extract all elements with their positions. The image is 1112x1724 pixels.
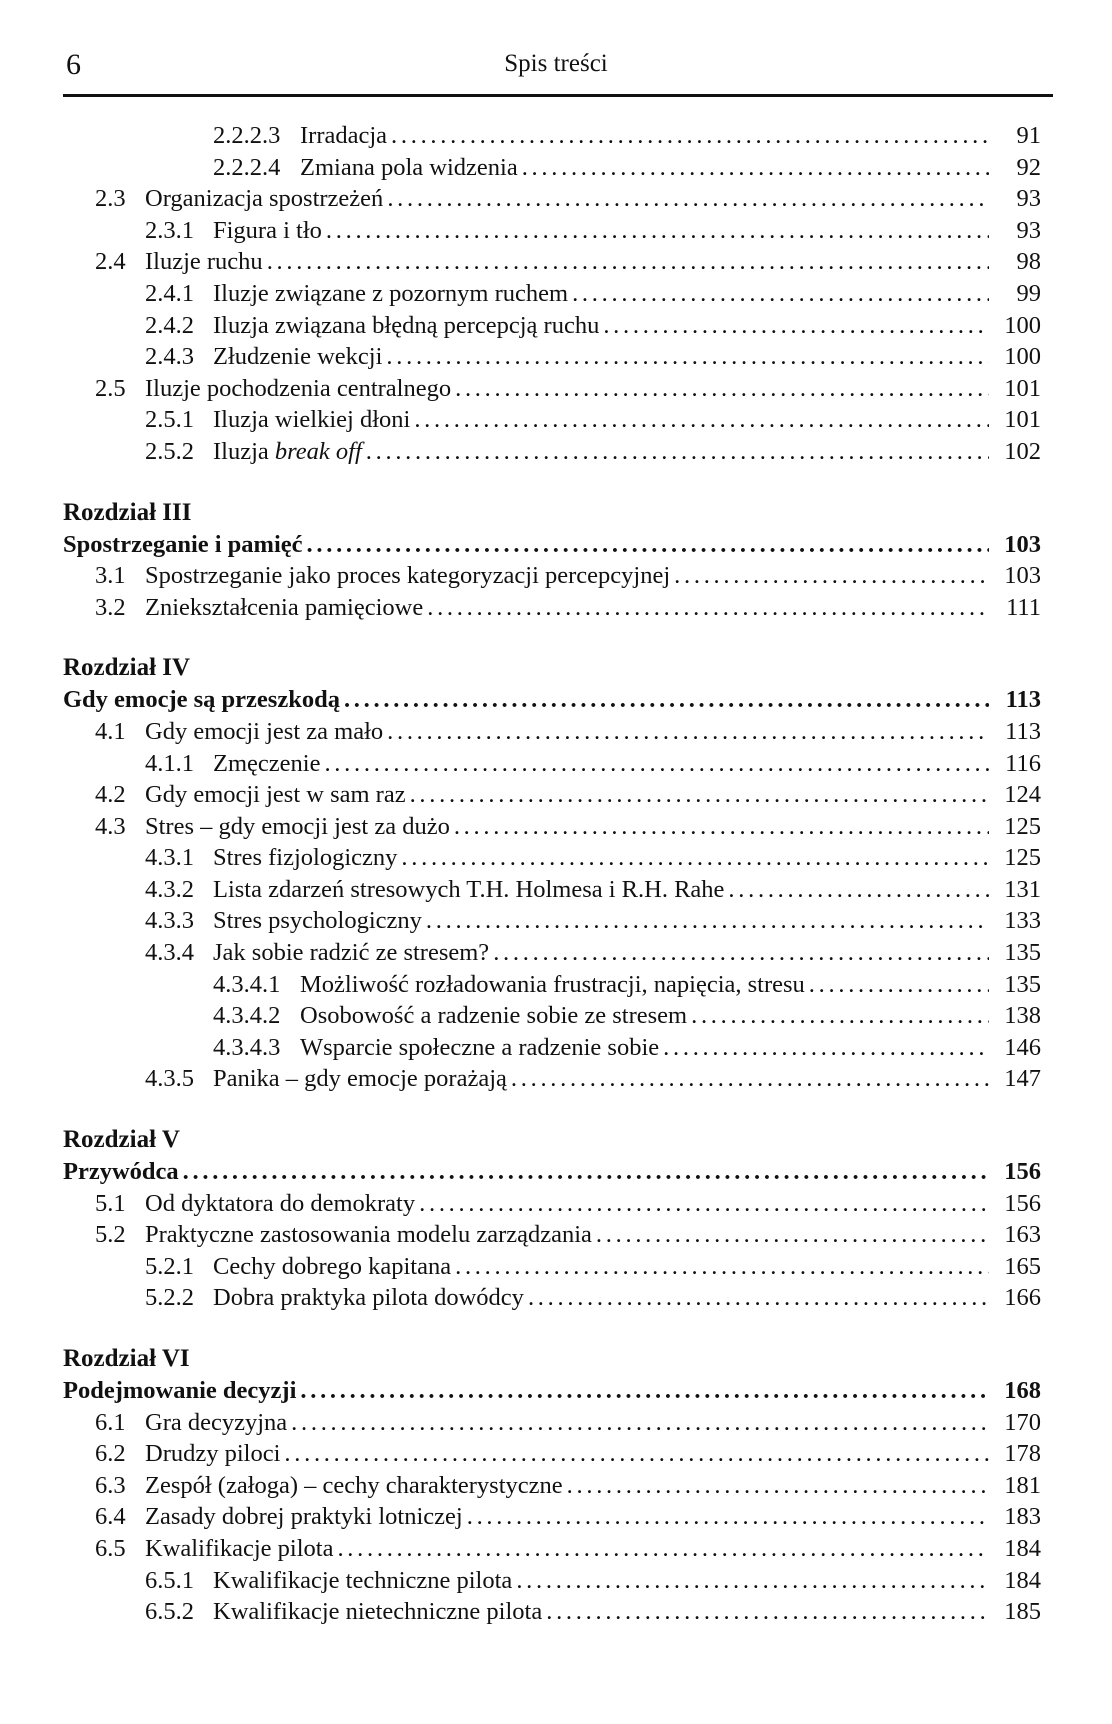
page-ref: 124 — [1004, 781, 1041, 809]
section-number: 5.1 — [95, 1189, 126, 1217]
page-ref: 131 — [1004, 875, 1041, 903]
page-ref: 125 — [1004, 844, 1041, 872]
section-title-text: Gdy emocje są przeszkodą — [63, 686, 340, 714]
section-title — [213, 1565, 512, 1597]
toc-entry[interactable] — [63, 436, 1041, 468]
toc-entry[interactable] — [63, 716, 1041, 748]
section-title-text: Iluzje pochodzenia centralnego — [145, 374, 452, 402]
running-title: Spis treści — [504, 50, 608, 77]
section-number: 4.3.4.2 — [213, 1002, 281, 1030]
section-number: 4.1.1 — [145, 749, 194, 777]
dot-leader — [387, 183, 989, 215]
section-number: 4.1 — [95, 717, 126, 745]
section-title — [145, 716, 383, 748]
section-number: 4.3.4.1 — [213, 970, 281, 998]
section-title — [63, 1375, 296, 1407]
section-title — [213, 874, 724, 906]
dot-leader — [300, 1375, 989, 1407]
section-title-text: Stres fizjologiczny — [213, 844, 398, 872]
section-title — [145, 1533, 333, 1565]
page-ref: 147 — [1004, 1065, 1041, 1093]
dot-leader — [401, 842, 989, 874]
page-ref: 138 — [1004, 1002, 1041, 1030]
dot-leader — [467, 1501, 989, 1533]
section-title-text: Zespół (załoga) – cechy charakterystyczne — [145, 1471, 563, 1499]
section-title — [145, 779, 406, 811]
section-title — [145, 1407, 287, 1439]
toc-entry[interactable] — [63, 278, 1041, 310]
dot-leader — [391, 120, 989, 152]
toc-entry[interactable] — [63, 874, 1041, 906]
page-ref: 91 — [1016, 122, 1041, 149]
dot-leader — [284, 1438, 989, 1470]
chapter-heading: Rozdział V — [63, 1126, 180, 1154]
section-title-text: Spostrzeganie jako proces kategoryzacji percepcyjnej — [145, 562, 671, 590]
page-ref: 135 — [1004, 939, 1041, 967]
dot-leader — [728, 874, 989, 906]
dot-leader — [414, 404, 989, 436]
section-title-text: Dobra praktyka pilota dowódcy — [213, 1284, 524, 1312]
page-ref: 181 — [1004, 1471, 1041, 1499]
page-ref: 99 — [1016, 279, 1041, 307]
section-title-text: Podejmowanie decyzji — [63, 1377, 297, 1404]
dot-leader — [572, 278, 989, 310]
page-ref: 93 — [1016, 185, 1041, 213]
page-ref: 93 — [1016, 216, 1041, 244]
toc-entry[interactable] — [63, 1596, 1041, 1628]
section-title-text: Złudzenie wekcji — [213, 343, 383, 371]
section-number: 4.3.4 — [145, 939, 194, 967]
toc-entry[interactable] — [63, 120, 1041, 152]
toc-entry[interactable] — [63, 969, 1041, 1001]
section-title — [213, 341, 382, 373]
section-title — [300, 1032, 659, 1064]
dot-leader — [326, 215, 989, 247]
dot-leader — [291, 1407, 989, 1439]
dot-leader — [603, 310, 989, 342]
toc-entry[interactable] — [63, 341, 1041, 373]
section-title-text: Figura i tło — [213, 216, 322, 244]
toc-entry[interactable] — [63, 246, 1041, 278]
section-title — [145, 373, 451, 405]
section-number: 2.4.1 — [145, 279, 194, 307]
section-number: 6.4 — [95, 1503, 126, 1531]
dot-leader — [455, 373, 989, 405]
section-title-text: Iluzje ruchu — [145, 248, 263, 276]
page-ref: 156 — [1004, 1189, 1041, 1217]
toc-entry[interactable] — [63, 937, 1041, 969]
dot-leader — [454, 811, 989, 843]
section-title — [213, 905, 422, 937]
dot-leader — [324, 748, 989, 780]
section-title-text: Wsparcie społeczne a radzenie sobie — [300, 1033, 660, 1061]
page-ref: 184 — [1004, 1566, 1041, 1594]
toc-entry[interactable] — [63, 1565, 1041, 1597]
section-title — [213, 404, 410, 436]
section-number: 2.3.1 — [145, 216, 194, 244]
dot-leader — [674, 560, 989, 592]
toc-entry[interactable] — [63, 560, 1041, 592]
toc-entry[interactable] — [63, 779, 1041, 811]
section-title — [213, 278, 568, 310]
dot-leader — [528, 1282, 989, 1314]
page-ref: 146 — [1004, 1033, 1041, 1061]
section-number: 2.2.2.3 — [213, 122, 281, 149]
chapter-heading: Rozdział III — [63, 498, 192, 526]
section-title — [63, 684, 340, 716]
section-title-text: Zmiana pola widzenia — [300, 153, 518, 181]
toc-entry[interactable] — [63, 1501, 1041, 1533]
section-title-text: Gdy emocji jest w sam raz — [145, 781, 406, 809]
section-title-text: Cechy dobrego kapitana — [213, 1252, 452, 1280]
section-title — [145, 560, 670, 592]
section-number: 6.1 — [95, 1408, 126, 1436]
page-ref: 101 — [1004, 406, 1041, 434]
section-title — [145, 1219, 592, 1251]
section-title — [300, 152, 518, 184]
page-ref: 113 — [1005, 686, 1041, 714]
section-title-text: Zniekształcenia pamięciowe — [145, 593, 424, 621]
section-number: 6.2 — [95, 1440, 126, 1468]
section-title-text: Iluzja — [213, 437, 269, 465]
section-title-text: Jak sobie radzić ze stresem? — [213, 939, 490, 967]
section-title-text: Drudzy piloci — [145, 1440, 281, 1468]
section-title-text: Możliwość rozładowania frustracji, napięcia, stresu — [300, 970, 805, 998]
section-title — [145, 183, 383, 215]
section-title — [213, 1596, 542, 1628]
section-title-text: Panika – gdy emocje porażają — [213, 1065, 507, 1093]
toc-entry[interactable] — [63, 1063, 1041, 1095]
section-number: 6.5 — [95, 1534, 126, 1562]
toc-entry[interactable] — [63, 1188, 1041, 1220]
section-number: 5.2.2 — [145, 1284, 194, 1312]
section-number: 2.2.2.4 — [213, 153, 281, 181]
section-title — [145, 592, 423, 624]
toc-entry[interactable] — [63, 215, 1041, 247]
dot-leader — [809, 969, 989, 1001]
section-number: 4.3.5 — [145, 1065, 194, 1093]
section-title — [213, 1251, 451, 1283]
section-number: 3.2 — [95, 593, 126, 621]
page-ref: 156 — [1004, 1158, 1041, 1186]
section-title — [213, 937, 489, 969]
section-title — [213, 436, 362, 468]
section-number: 6.5.2 — [145, 1598, 194, 1626]
page-ref: 185 — [1004, 1598, 1041, 1626]
section-number: 4.3.1 — [145, 844, 194, 872]
page-ref: 135 — [1004, 970, 1041, 998]
toc-entry[interactable] — [63, 1282, 1041, 1314]
section-title-text: Stres psychologiczny — [213, 907, 422, 935]
section-number: 4.3.4.3 — [213, 1033, 281, 1061]
page-ref: 163 — [1004, 1221, 1041, 1249]
page-ref: 178 — [1004, 1440, 1041, 1468]
section-number: 4.3.2 — [145, 875, 194, 903]
section-number: 2.4.2 — [145, 311, 194, 339]
dot-leader — [663, 1032, 989, 1064]
section-title-text: Gra decyzyjna — [145, 1408, 288, 1436]
section-title-italic: break off — [274, 437, 362, 465]
section-title — [145, 246, 263, 278]
section-title — [145, 1188, 415, 1220]
page-ref: 166 — [1004, 1284, 1041, 1312]
page-ref: 92 — [1016, 153, 1041, 181]
toc-entry[interactable] — [63, 1438, 1041, 1470]
dot-leader — [427, 592, 989, 624]
chapter-title-entry[interactable] — [63, 529, 1041, 561]
toc-entry[interactable] — [63, 748, 1041, 780]
dot-leader — [511, 1063, 989, 1095]
section-number: 4.3.3 — [145, 907, 194, 935]
toc-entry[interactable] — [63, 404, 1041, 436]
section-number: 6.3 — [95, 1471, 126, 1499]
section-title — [145, 1501, 463, 1533]
page-ref: 103 — [1004, 530, 1041, 558]
page-ref: 113 — [1005, 717, 1041, 745]
chapter-title-entry[interactable] — [63, 684, 1041, 716]
section-title-text: Kwalifikacje pilota — [145, 1534, 334, 1562]
page-ref: 101 — [1004, 374, 1041, 402]
section-title-text: Spostrzeganie i pamięć — [63, 530, 303, 558]
section-number: 2.5.1 — [145, 406, 194, 434]
section-title-text: Kwalifikacje nietechniczne pilota — [213, 1598, 543, 1626]
section-title-text: Przywódca — [63, 1158, 179, 1186]
section-number: 5.2 — [95, 1221, 126, 1249]
dot-leader — [522, 152, 989, 184]
chapter-heading: Rozdział VI — [63, 1345, 190, 1372]
section-title-text: Kwalifikacje techniczne pilota — [213, 1566, 513, 1594]
toc-entry[interactable] — [63, 310, 1041, 342]
dot-leader — [426, 905, 989, 937]
dot-leader — [387, 716, 989, 748]
section-number: 2.4 — [95, 248, 126, 276]
section-number: 3.1 — [95, 562, 126, 590]
section-title — [300, 120, 387, 152]
section-title-text: Zmęczenie — [213, 749, 321, 777]
dot-leader — [419, 1188, 989, 1220]
toc-entry[interactable] — [63, 1251, 1041, 1283]
dot-leader — [691, 1000, 989, 1032]
dot-leader — [546, 1596, 989, 1628]
section-title-text: Praktyczne zastosowania modelu zarządzania — [145, 1221, 592, 1249]
toc-entry[interactable] — [63, 905, 1041, 937]
section-title — [145, 1470, 563, 1502]
dot-leader — [386, 341, 989, 373]
section-number: 4.3 — [95, 812, 126, 840]
dot-leader — [344, 684, 989, 716]
dot-leader — [596, 1219, 989, 1251]
page-ref: 98 — [1016, 248, 1041, 276]
header-rule — [63, 94, 1053, 97]
dot-leader — [183, 1156, 989, 1188]
section-number: 2.5.2 — [145, 437, 194, 465]
section-title — [300, 969, 805, 1001]
section-number: 2.5 — [95, 374, 126, 402]
toc-entry[interactable] — [63, 1032, 1041, 1064]
table-of-contents — [63, 120, 1041, 1628]
section-title — [213, 1063, 507, 1095]
page-ref: 100 — [1004, 311, 1041, 339]
dot-leader — [267, 246, 989, 278]
page-ref: 103 — [1004, 562, 1041, 590]
section-title-text: Iluzja wielkiej dłoni — [213, 406, 411, 434]
dot-leader — [337, 1533, 989, 1565]
dot-leader — [567, 1470, 989, 1502]
toc-entry[interactable] — [63, 373, 1041, 405]
page-ref: 165 — [1004, 1252, 1041, 1280]
dot-leader — [366, 436, 989, 468]
chapter-title-entry[interactable] — [63, 1375, 1041, 1407]
page-ref: 133 — [1004, 907, 1041, 935]
dot-leader — [493, 937, 989, 969]
section-number: 5.2.1 — [145, 1252, 194, 1280]
toc-entry[interactable] — [63, 1000, 1041, 1032]
page-ref: 116 — [1005, 749, 1041, 777]
dot-leader — [307, 529, 989, 561]
section-title — [213, 215, 322, 247]
section-title — [145, 811, 450, 843]
page-ref: 183 — [1004, 1503, 1041, 1531]
dot-leader — [410, 779, 989, 811]
chapter-heading: Rozdział IV — [63, 654, 191, 682]
section-title — [213, 310, 599, 342]
page-ref: 184 — [1004, 1534, 1041, 1562]
section-title — [63, 529, 303, 561]
toc-entry[interactable] — [63, 1219, 1041, 1251]
toc-entry[interactable] — [63, 1533, 1041, 1565]
toc-entry[interactable] — [63, 152, 1041, 184]
section-title — [213, 748, 320, 780]
toc-entry[interactable] — [63, 842, 1041, 874]
section-title-text: Stres – gdy emocji jest za dużo — [145, 812, 450, 840]
chapter-title-entry[interactable] — [63, 1156, 1041, 1188]
page-ref: 170 — [1004, 1408, 1041, 1436]
toc-entry[interactable] — [63, 1407, 1041, 1439]
section-title-text: Zasady dobrej praktyki lotniczej — [145, 1503, 463, 1531]
page-ref: 125 — [1004, 812, 1041, 840]
section-title-text: Osobowość a radzenie sobie ze stresem — [300, 1002, 688, 1030]
section-title-text: Iluzja związana błędną percepcją ruchu — [213, 311, 600, 339]
page-ref: 102 — [1004, 437, 1041, 465]
section-number: 6.5.1 — [145, 1566, 194, 1594]
section-title-text: Irradacja — [300, 122, 388, 149]
section-title — [63, 1156, 179, 1188]
page-ref: 100 — [1004, 343, 1041, 371]
toc-entry[interactable] — [63, 811, 1041, 843]
toc-entry[interactable] — [63, 1470, 1041, 1502]
section-title-text: Iluzje związane z pozornym ruchem — [213, 279, 569, 307]
toc-entry[interactable] — [63, 592, 1041, 624]
dot-leader — [455, 1251, 989, 1283]
section-number: 2.3 — [95, 185, 126, 213]
section-title — [145, 1438, 280, 1470]
section-title-text: Od dyktatora do demokraty — [145, 1189, 416, 1217]
section-title-text: Organizacja spostrzeżeń — [145, 185, 384, 213]
section-number: 2.4.3 — [145, 343, 194, 371]
page-ref: 168 — [1004, 1377, 1041, 1404]
section-title — [300, 1000, 687, 1032]
section-title — [213, 842, 397, 874]
section-number: 4.2 — [95, 781, 126, 809]
toc-entry[interactable] — [63, 183, 1041, 215]
page-number: 6 — [66, 48, 81, 81]
section-title-text: Gdy emocji jest za mało — [145, 717, 384, 745]
section-title — [213, 1282, 524, 1314]
dot-leader — [516, 1565, 989, 1597]
page-ref: 111 — [1006, 593, 1041, 621]
section-title-text: Lista zdarzeń stresowych T.H. Holmesa i R.H. Rahe — [213, 875, 725, 903]
